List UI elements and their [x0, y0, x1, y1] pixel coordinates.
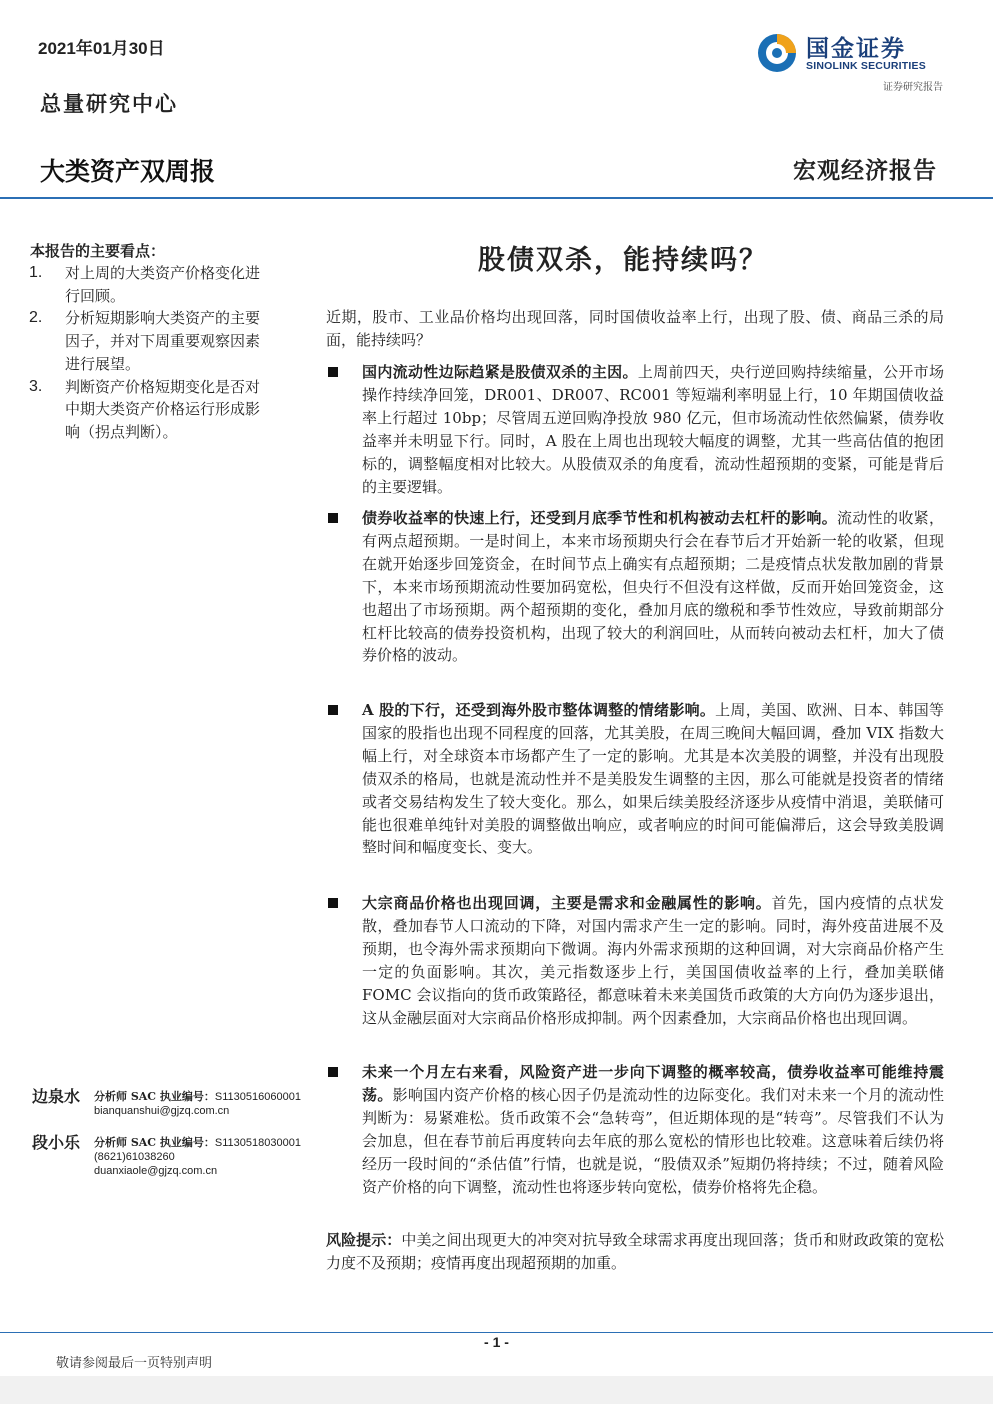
author-email[interactable]: duanxiaole@gjzq.com.cn [94, 1165, 218, 1177]
author-role: 分析师 SAC 执业编号： [94, 1136, 215, 1149]
sinolink-logo-icon [756, 32, 798, 74]
main-heading: 股债双杀，能持续吗？ [478, 245, 768, 276]
key-point [28, 262, 268, 307]
bullet-text: 上周前四天，央行逆回购持续缩量，公开市场操作持续净回笼，DR001、DR007、RC001 等短端利率明显上行，10 年期国债收益率上行超过 10bp；尽管周五逆回购净投放 980 亿元，但市场流动性依然偏紧，债券收益率并未明显下行。同时，A 股在上周也出现较大幅度的调整，尤其一些高估值的抱团标的，调整幅度相对比较大。从股债双杀的角度看，流动性超预期的变紧，可能是背后的主要逻辑。 [362, 363, 944, 496]
bullet-item [326, 699, 944, 859]
bullet-square-icon [328, 1067, 338, 1077]
bullet-item [326, 892, 944, 1029]
bullet-lead: 债券收益率的快速上行，还受到月底季节性和机构被动去杠杆的影响。 [362, 509, 838, 527]
key-point [28, 307, 268, 375]
author-block [32, 1130, 312, 1180]
bullet-item [326, 507, 944, 667]
bullet-square-icon [328, 513, 338, 523]
key-point-text: 对上周的大类资产价格变化进行回顾。 [65, 264, 261, 305]
logo-cn-text: 国金证券 [806, 35, 906, 61]
bullet-square-icon [328, 705, 338, 715]
bullet-lead: 大宗商品价格也出现回调，主要是需求和金融属性的影响。 [362, 894, 772, 912]
page-number: - 1 - [484, 1334, 509, 1350]
bullet-square-icon [328, 367, 338, 377]
risk-label: 风险提示： [326, 1231, 402, 1249]
bullet-text: 首先，国内疫情的点状发散，叠加春节人口流动的下降，对国内需求产生一定的影响。同时，海外疫苗进展不及预期，也令海外需求预期向下微调。海内外需求预期的这种回调，对大宗商品价格产生一定的负面影响。其次，美元指数逐步上行，美国国债收益率的上行，叠加美联储 FOMC 会议指向的货币政策路径，都意味着未来美国货币政策的大方向仍为逐步退出，这从金融层面对大宗商品价格形成抑制。两个因素叠加，大宗商品价格也出现回调。 [362, 894, 944, 1027]
author-name: 段小乐 [32, 1133, 81, 1152]
sidebar-title: 本报告的主要看点： [30, 242, 166, 260]
report-title: 大类资产双周报 [40, 158, 216, 186]
bullet-text: 流动性的收紧，有两点超预期。一是时间上，本来市场预期央行会在春节后才开始新一轮的收紧，但现在就开始逐步回笼资金，在时间节点上确实有点超预期；二是疫情点状发散加剧的背景下，本来市场预期流动性要加码宽松，但央行不但没有这样做，反而开始回笼资金，这也超出了市场预期。两个超预期的变化，叠加月底的缴税和季节性效应，导致前期部分杠杆比较高的债券投资机构，出现了较大的利润回吐，从而转向被动去杠杆，加大了债券价格的波动。 [362, 509, 944, 665]
footer-disclaimer: 敬请参阅最后一页特别声明 [56, 1356, 213, 1371]
research-center: 总量研究中心 [40, 91, 178, 116]
bullet-square-icon [328, 898, 338, 908]
key-points-list [28, 262, 268, 444]
risk-text: 中美之间出现更大的冲突对抗导致全球需求再度出现回落；货币和财政政策的宽松力度不及预期；疫情再度出现超预期的加重。 [326, 1231, 944, 1272]
author-role: 分析师 SAC 执业编号： [94, 1090, 215, 1103]
key-point-text: 判断资产价格短期变化是否对中期大类资产价格运行形成影响（拐点判断）。 [65, 377, 261, 441]
key-point [28, 376, 268, 444]
risk-warning [326, 1229, 944, 1275]
bullet-lead: A 股的下行，还受到海外股市整体调整的情绪影响。 [362, 701, 716, 719]
bullet-lead: 未来一个月左右来看，风险资产进一步向下调整的概率较高，债券收益率可能维持震荡。 [362, 1063, 944, 1104]
bullet-text: 上周，美国、欧洲、日本、韩国等国家的股指也出现不同程度的回落，尤其美股，在周三晚间大幅回调，叠加 VIX 指数大幅上行，对全球资本市场都产生了一定的影响。尤其是本次美股的调整，并没有出现股债双杀的格局，也就是流动性并不是美股发生调整的主因，那么可能就是投资者的情绪或者交易结构发生了较大变化。那么，如果后续美股经济逐步从疫情中消退，美联储可能也很难单纯针对美股的调整做出响应，或者响应的时间可能偏滞后，这会导致美股调整时间和幅度变长、变大。 [362, 701, 944, 857]
intro-paragraph: 近期，股市、工业品价格均出现回落，同时国债收益率上行，出现了股、债、商品三杀的局面，能持续吗？ [326, 308, 944, 349]
author-sac: S1130516060001 [214, 1091, 301, 1103]
author-info [94, 1090, 301, 1118]
key-point-number: 2. [29, 309, 43, 327]
header-rule [0, 197, 993, 199]
author-phone: (8621)61038260 [94, 1151, 175, 1163]
key-point-text: 分析短期影响大类资产的主要因子，并对下周重要观察因素进行展望。 [65, 309, 261, 373]
author-info [94, 1136, 301, 1178]
author-sac: S1130518030001 [214, 1137, 301, 1149]
logo-en-text: SINOLINK SECURITIES [806, 60, 926, 72]
report-type: 宏观经济报告 [793, 157, 937, 184]
footer-rule [0, 1332, 993, 1333]
key-point-number: 1. [29, 264, 43, 281]
bullet-text: 影响国内资产价格的核心因子仍是流动性的边际变化。我们对未来一个月的流动性判断为：易紧难松。货币政策不会“急转弯”，但近期体现的是“转弯”。尽管我们不认为会加息，但在春节前后再度转向去年底的那么宽松的情形也比较难。这意味着后续仍将经历一段时间的“杀估值”行情，也就是说，“股债双杀”短期仍将持续；不过，随着风险资产价格的向下调整，流动性也将逐步转向宽松，债券价格将先企稳。 [362, 1085, 944, 1196]
logo-subtitle: 证券研究报告 [883, 82, 943, 93]
bullet-item [326, 1061, 944, 1198]
author-email[interactable]: bianquanshui@gjzq.com.cn [94, 1105, 230, 1117]
author-block [32, 1084, 312, 1124]
bullet-lead: 国内流动性边际趋紧是股债双杀的主因。 [362, 363, 638, 381]
report-date: 2021年01月30日 [38, 39, 165, 58]
bottom-bar [0, 1376, 993, 1404]
author-name: 边泉水 [32, 1087, 81, 1106]
key-point-number: 3. [29, 377, 43, 395]
sinolink-logo [756, 30, 946, 80]
bullet-item [326, 361, 944, 498]
